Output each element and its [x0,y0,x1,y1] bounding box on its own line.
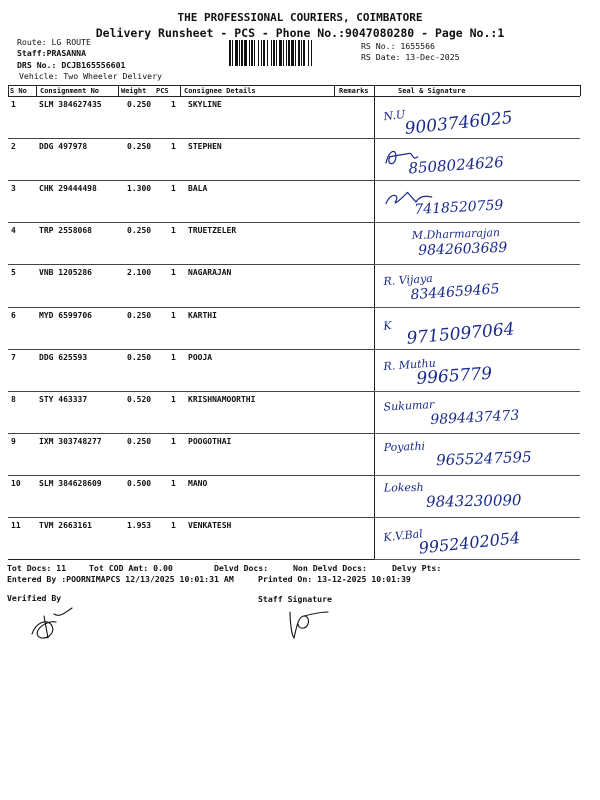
row-sno: 3 [11,184,16,193]
row-sno: 4 [11,226,16,235]
drs-value: DCJB165556601 [61,60,126,70]
col-pcs: PCS [156,87,169,95]
signature-name-text: Poyathi [383,439,426,455]
row-sno: 8 [11,395,16,404]
signature-phone-text: 9894437473 [429,407,520,429]
delvd-docs: Delvd Docs: [214,563,269,573]
row-pcs: 1 [171,353,176,362]
barcode-bar [251,40,253,66]
col-consignee: Consignee Details [184,87,256,95]
barcode-bar [276,40,277,66]
barcode-bar [244,40,247,66]
row-consignment: MYD 6599706 [39,311,92,320]
barcode-bar [254,40,255,66]
handwritten-signature [382,518,572,558]
rs-date: RS Date: 13-Dec-2025 [361,52,460,62]
barcode-bar [311,40,312,66]
row-pcs: 1 [171,311,176,320]
row-weight: 2.100 [127,268,152,277]
row-sno: 11 [11,521,21,530]
delvy-pts: Delvy Pts: [392,563,442,573]
entered-by: Entered By :POORNIMAPCS 12/13/2025 10:01:31 AM [7,574,234,584]
row-consignee: MANO [188,479,208,488]
non-delvd-docs: Non Delvd Docs: [293,563,367,573]
row-weight: 0.520 [127,395,152,404]
barcode-bar [249,40,250,66]
row-consignee: NAGARAJAN [188,268,232,277]
company-title: THE PROFESSIONAL COURIERS, COIMBATORE [177,11,423,24]
barcode-bar [267,40,268,66]
handwritten-signature [382,265,572,305]
row-weight: 0.250 [127,311,152,320]
row-consignment: DDG 625593 [39,353,88,362]
row-weight: 0.500 [127,479,152,488]
verifier-signature-image [26,604,76,646]
drs-label: DRS No.: [17,60,57,70]
route: Route: LG ROUTE [17,37,91,47]
staff-name: PRASANNA [46,48,87,58]
barcode-bar [288,40,290,66]
row-sno: 6 [11,311,16,320]
barcode-bar [232,40,233,66]
barcode-bar [286,40,287,66]
staff-signature-label: Staff Signature [258,594,332,604]
row-sno: 1 [11,100,16,109]
signature-phone-text: 9843230090 [425,491,522,511]
col-sno: S No [10,87,27,95]
row-pcs: 1 [171,226,176,235]
row-consignment: STY 463337 [39,395,88,404]
row-weight: 1.300 [127,184,152,193]
row-consignee: STEPHEN [188,142,222,151]
signature-name-text: R. Vijaya [383,271,434,289]
row-pcs: 1 [171,395,176,404]
row-consignee: POOJA [188,353,213,362]
col-seal-signature: Seal & Signature [398,87,466,95]
row-consignment: VNB 1205286 [39,268,92,277]
row-pcs: 1 [171,437,176,446]
barcode-bar [298,40,300,66]
row-consignment: IXM 303748277 [39,437,102,446]
handwritten-signature [382,97,572,140]
row-pcs: 1 [171,521,176,530]
signature-phone-text: 7418520759 [413,197,504,219]
staff-label: Staff: [17,48,47,58]
verified-by-label: Verified By [7,593,62,603]
signature-name-text: Sukumar [383,397,435,414]
handwritten-signature [382,308,572,348]
barcode-bar [271,40,272,66]
handwritten-signature [382,223,572,263]
row-consignment: DDG 497978 [39,142,88,151]
rs-number: RS No.: 1655566 [361,41,435,51]
row-pcs: 1 [171,142,176,151]
signature-name-text: Lokesh [383,480,424,495]
barcode-bar [273,40,275,66]
drs-number [17,60,125,70]
barcode-image [229,40,357,66]
barcode-bar [295,40,296,66]
signature-name-text: K [382,319,393,333]
signature-name-text: N.U [382,108,406,124]
row-consignment: TVM 2663161 [39,521,92,530]
col-weight: Weight [121,87,147,95]
row-pcs: 1 [171,479,176,488]
row-consignee: KARTHI [188,311,217,320]
row-sno: 10 [11,479,21,488]
col-consignment: Consignment No [40,87,100,95]
signature-phone-text: 9655247595 [435,447,532,470]
signature-phone-text: 9965779 [415,363,493,389]
row-pcs: 1 [171,184,176,193]
row-pcs: 1 [171,100,176,109]
signature-name-text: M.Dharmarajan [411,226,501,243]
barcode-bar [308,40,309,66]
handwritten-signature [382,392,572,432]
barcode-bar [258,40,259,66]
signature-phone-text: 9003746025 [403,107,514,140]
row-weight: 1.953 [127,521,152,530]
row-weight: 0.250 [127,353,152,362]
row-sno: 9 [11,437,16,446]
handwritten-signature [382,434,572,474]
barcode-bar [283,40,284,66]
row-consignee: SKYLINE [188,100,222,109]
row-weight: 0.250 [127,437,152,446]
barcode-bar [303,40,305,66]
barcode-bar [279,40,282,66]
row-consignment: CHK 29444498 [39,184,97,193]
row-consignee: KRISHNAMOORTHI [188,395,256,404]
row-consignee: BALA [188,184,208,193]
handwritten-signature [382,181,572,221]
row-weight: 0.250 [127,226,152,235]
row-sno: 5 [11,268,16,277]
row-weight: 0.250 [127,100,152,109]
barcode-bar [263,40,265,66]
row-consignment: TRP 2558068 [39,226,92,235]
staff-signature-image [282,602,332,642]
signature-name-text: K.V.Bal [382,527,424,545]
barcode-bar [229,40,231,66]
row-pcs: 1 [171,268,176,277]
barcode-bar [239,40,240,66]
row-weight: 0.250 [127,142,152,151]
staff [17,48,86,58]
row-consignment: SLM 384628609 [39,479,102,488]
row-sno: 2 [11,142,16,151]
signature-phone-text: 9715097064 [405,319,516,349]
row-consignment: SLM 384627435 [39,100,102,109]
signature-name-text: R. Muthu [383,356,437,374]
sheet-title: Delivery Runsheet - PCS - Phone No.:9047080280 - Page No.:1 [95,26,505,40]
handwritten-signature [382,476,572,516]
barcode-bar [235,40,238,66]
barcode-bar [291,40,294,66]
signature-phone-text: 9952402054 [417,528,521,558]
barcode-bar [261,40,262,66]
barcode-bar [301,40,302,66]
printed-on: Printed On: 13-12-2025 10:01:39 [258,574,411,584]
signature-phone-text: 8344659465 [410,281,500,304]
signature-phone-text: 8508024626 [407,152,505,178]
handwritten-signature [382,350,572,390]
signature-phone-text: 9842603689 [417,239,508,259]
tot-cod-amt: Tot COD Amt: 0.00 [89,563,173,573]
row-consignee: VENKATESH [188,521,232,530]
row-consignee: TRUETZELER [188,226,237,235]
col-remarks: Remarks [339,87,369,95]
handwritten-signature [382,139,572,179]
barcode-bar [241,40,243,66]
row-consignee: POOGOTHAI [188,437,232,446]
row-sno: 7 [11,353,16,362]
tot-docs: Tot Docs: 11 [7,563,67,573]
vehicle: Vehicle: Two Wheeler Delivery [19,71,162,81]
